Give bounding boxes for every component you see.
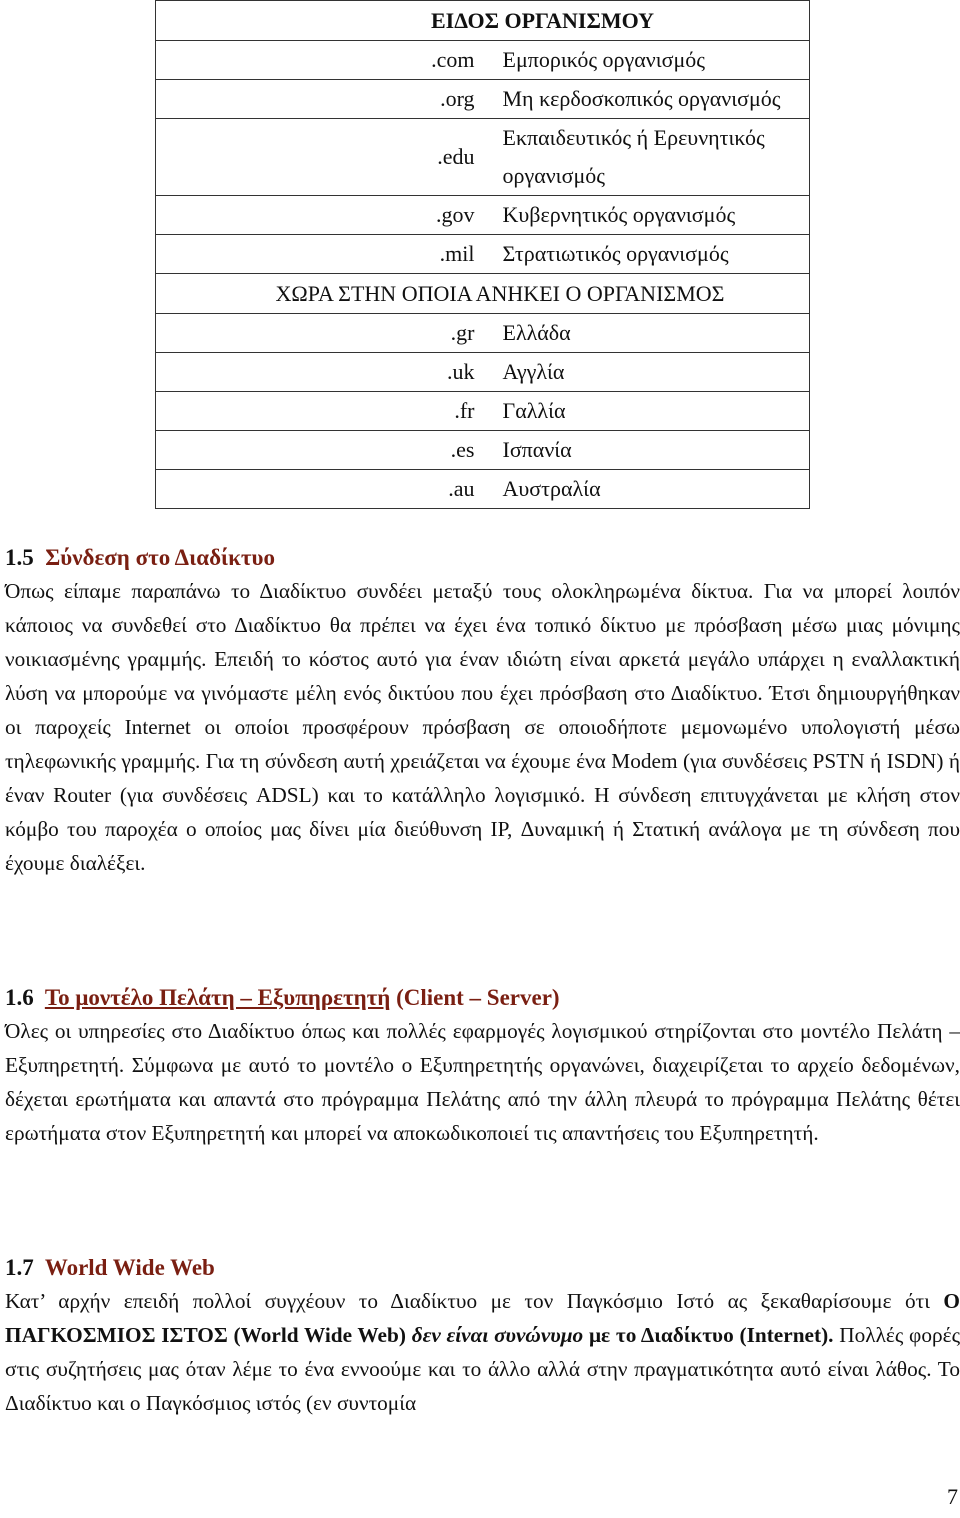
table-row — [156, 470, 810, 509]
domain-description: Κυβερνητικός οργανισμός — [483, 196, 810, 235]
domain-code: .edu — [156, 119, 483, 196]
section-title: Σύνδεση στο Διαδίκτυο — [45, 545, 275, 570]
section-internet-connection — [5, 542, 960, 880]
section-number: 1.7 — [5, 1255, 34, 1280]
section-heading — [5, 982, 960, 1014]
table-row — [156, 80, 810, 119]
emphasis-text: Ο ΠΑΓΚΟΣΜΙΟΣ ΙΣΤΟΣ (World Wide Web) — [5, 1289, 960, 1347]
section-client-server — [5, 982, 960, 1150]
domain-code: .com — [156, 41, 483, 80]
org-type-header: ΕΙΔΟΣ ΟΡΓΑΝΙΣΜΟΥ — [156, 1, 810, 41]
table-header-row — [156, 274, 810, 314]
table-row — [156, 41, 810, 80]
country-name: Αυστραλία — [483, 470, 810, 509]
section-paragraph: Όπως είπαμε παραπάνω το Διαδίκτυο συνδέει μεταξύ τους ολοκληρωμένα δίκτυα. Για να μπορεί λοιπόν κάποιος να συνδεθεί στο Διαδίκτυο θα πρέπει να έχει ένα τοπικό δίκτυο με πρόσβαση μέσω μιας μόνιμης νοικιασμένης γραμμής. Επειδή το κόστος αυτό για έναν ιδιώτη είναι αρκετά μεγάλο υπάρχει η εναλλακτική λύση να μπορούμε να γινόμαστε μέλη ενός δικτύου που έχει πρόσβαση στο Διαδίκτυο. Έτσι δημιουργήθηκαν οι παροχείς Internet οι οποίοι προσφέρουν πρόσβαση σε οποιοδήποτε μεμονωμένο υπολογιστή μέσω τηλεφωνικής γραμμής. Για τη σύνδεση αυτή χρειάζεται να έχουμε ένα Modem (για συνδέσεις PSTN ή ISDN) ή έναν Router (για συνδέσεις ADSL) και το κατάλληλο λογισμικό. Η σύνδεση επιτυγχάνεται με κλήση στον κόμβο του παροχέα ο οποίος μας δίνει μία διεύθυνση IP, Δυναμική ή Στατική ανάλογα με τη σύνδεση που έχουμε διαλέξει. — [5, 579, 960, 875]
domain-description: Εμπορικός οργανισμός — [483, 41, 810, 80]
domain-description: Εκπαιδευτικός ή Ερευνητικός οργανισμός — [483, 119, 810, 196]
table-row — [156, 392, 810, 431]
section-title: World Wide Web — [44, 1255, 215, 1280]
domain-table — [155, 0, 810, 509]
domain-description: Μη κερδοσκοπικός οργανισμός — [483, 80, 810, 119]
section-paragraph: Όλες οι υπηρεσίες στο Διαδίκτυο όπως και πολλές εφαρμογές λογισμικού στηρίζονται στο μοντέλο Πελάτη – Εξυπηρετητή. Σύμφωνα με αυτό το μοντέλο ο Εξυπηρετητής οργανώνει, διαχειρίζεται το αρχείο δεδομένων, δέχεται ερωτήματα και απαντά στο πρόγραμμα Πελάτης από την άλλη πλευρά το πρόγραμμα Πελάτης θέτει ερωτήματα στον Εξυπηρετητή και μπορεί να αποκωδικοποιεί τις απαντήσεις του Εξυπηρετητή. — [5, 1019, 960, 1145]
country-header: ΧΩΡΑ ΣΤΗΝ ΟΠΟΙΑ ΑΝΗΚΕΙ Ο ΟΡΓΑΝΙΣΜΟΣ — [156, 274, 810, 314]
country-code: .es — [156, 431, 483, 470]
section-number: 1.6 — [5, 985, 34, 1010]
country-name: Ισπανία — [483, 431, 810, 470]
page-number: 7 — [947, 1484, 958, 1509]
paragraph-text: Πολλές φορές στις συζητήσεις μας όταν λέμε το ένα εννοούμε και το άλλο αλλά στην πραγματικότητα αυτό είναι λάθος. Το Διαδίκτυο και ο Παγκόσμιος ιστός (εν συντομία — [5, 1323, 960, 1415]
table-row — [156, 119, 810, 196]
section-title: Το μοντέλο Πελάτη – Εξυπηρετητή — [44, 985, 391, 1010]
section-heading — [5, 542, 960, 574]
table-row — [156, 314, 810, 353]
country-code: .uk — [156, 353, 483, 392]
country-code: .fr — [156, 392, 483, 431]
paragraph-text: Κατ’ αρχήν επειδή πολλοί συγχέουν το Διαδίκτυο με τον Παγκόσμιο Ιστό ας ξεκαθαρίσουμε ότι — [5, 1289, 944, 1313]
country-code: .gr — [156, 314, 483, 353]
domain-code: .mil — [156, 235, 483, 274]
section-heading — [5, 1252, 960, 1284]
country-name: Αγγλία — [483, 353, 810, 392]
table-row — [156, 235, 810, 274]
country-name: Γαλλία — [483, 392, 810, 431]
domain-code: .gov — [156, 196, 483, 235]
table-row — [156, 353, 810, 392]
section-number: 1.5 — [5, 545, 34, 570]
section-title-suffix: (Client – Server) — [396, 985, 560, 1010]
table-row — [156, 431, 810, 470]
table-row — [156, 196, 810, 235]
section-paragraph — [5, 1284, 960, 1420]
table-header-row — [156, 1, 810, 41]
emphasis-italic-text: δεν είναι συνώνυμο — [411, 1323, 584, 1347]
domain-code: .org — [156, 80, 483, 119]
domain-description: Στρατιωτικός οργανισμός — [483, 235, 810, 274]
section-world-wide-web — [5, 1252, 960, 1420]
country-name: Ελλάδα — [483, 314, 810, 353]
emphasis-text: με το Διαδίκτυο (Internet). — [583, 1323, 834, 1347]
country-code: .au — [156, 470, 483, 509]
